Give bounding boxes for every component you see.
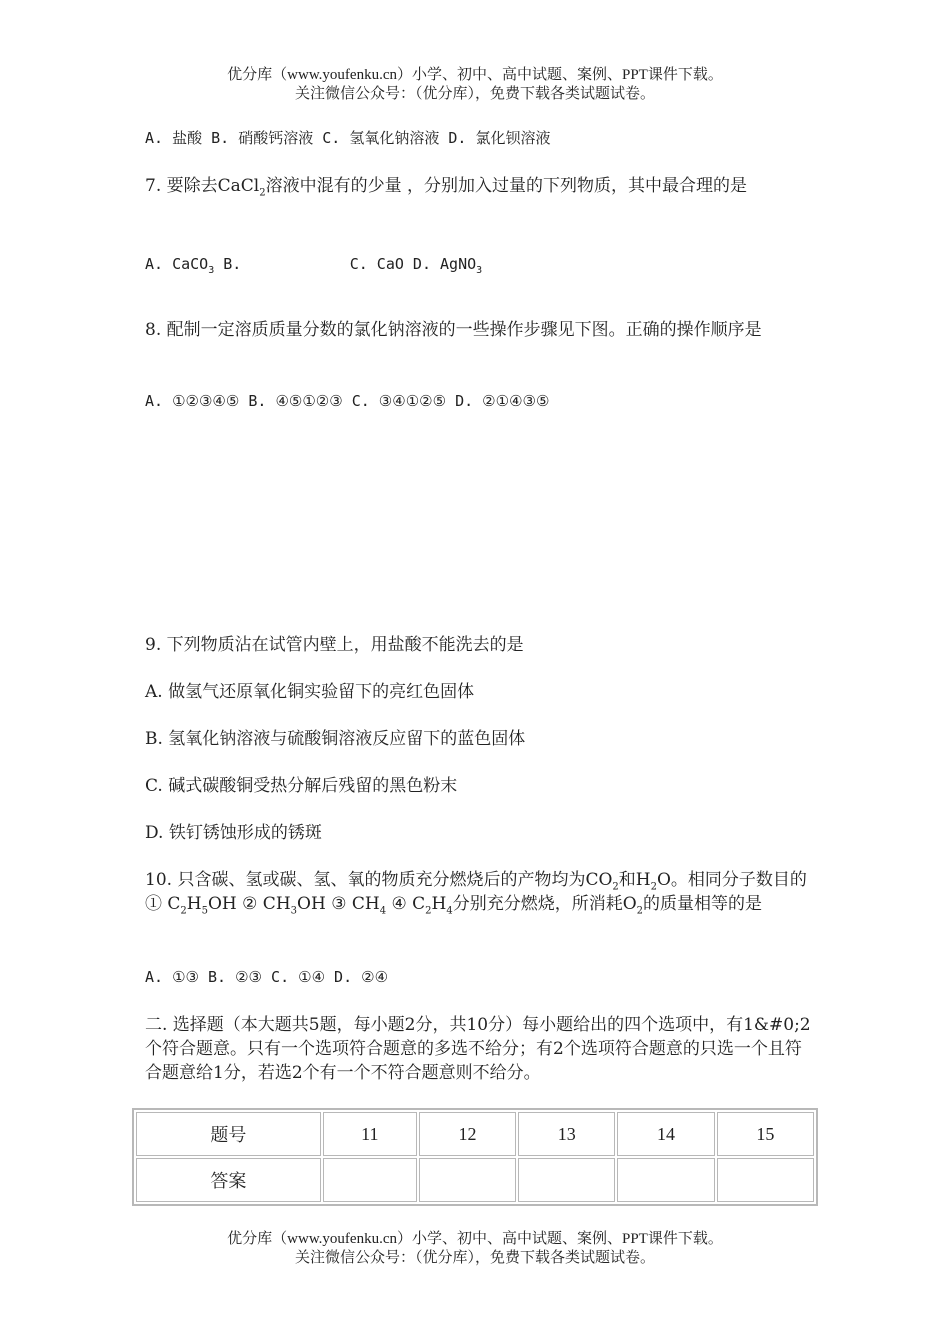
q10-t4: H [186,894,202,914]
q8-stem: 8. 配制一定溶质质量分数的氯化钠溶液的一些操作步骤见下图。正确的操作顺序是 [145,320,762,340]
table-cell: 15 [717,1112,814,1156]
q8-options: A. ①②③④⑤ B. ④⑤①②③ C. ③④①②⑤ D. ②①④③⑤ [145,392,550,410]
q7-options [145,252,815,276]
answer-cell[interactable] [518,1158,615,1202]
q10-sub: 3 [290,905,298,917]
answer-table [132,1108,818,1206]
q9-option-c: C. 碱式碳酸铜受热分解后残留的黑色粉末 [145,776,458,796]
answer-cell[interactable] [323,1158,417,1202]
q7-stem-a: 7. 要除去CaCl [145,176,260,196]
q10-t3: O。相同分子数目的 ① C [145,870,807,914]
answer-table-answer-row [136,1158,814,1202]
table-cell: 12 [419,1112,516,1156]
q9-option-a: A. 做氢气还原氧化铜实验留下的亮红色固体 [145,682,475,702]
q7-opt-b-sub: 3 [476,265,483,276]
q7-stem-b: 溶液中混有的少量 ，分别加入过量的下列物质，其中最合理的是 [265,176,747,196]
q7-opt-a: A. CaCO [145,255,209,273]
q10-t5: OH ② CH [208,894,291,914]
q10-t6: OH ③ CH [297,894,380,914]
q7-opt-b: B. C. CaO D. AgNO [214,255,477,273]
footer-line-1: 优分库（www.youfenku.cn）小学、初中、高中试题、案例、PPT课件下载。 [227,1231,723,1247]
q10-t7: ④ C [386,894,426,914]
header-line-1: 优分库（www.youfenku.cn）小学、初中、高中试题、案例、PPT课件下载。 [227,67,723,83]
page-footer [0,1230,950,1268]
q10-t8: H [431,894,447,914]
footer-line-2: 关注微信公众号：（优分库），免费下载各类试题试卷。 [294,1250,655,1266]
q10-sub: 2 [425,905,432,917]
header-line-2: 关注微信公众号：（优分库），免费下载各类试题试卷。 [294,86,655,102]
q10-sub: 2 [612,881,619,893]
q10-sub: 5 [201,905,208,917]
q10-options: A. ①③ B. ②③ C. ①④ D. ②④ [145,968,389,986]
q7-sub: 2 [259,187,266,199]
q9-stem: 9. 下列物质沾在试管内壁上，用盐酸不能洗去的是 [145,635,524,655]
q10-t1: 10. 只含碳、氢或碳、氢、氧的物质充分燃烧后的产物均为CO [145,870,613,890]
table-cell: 11 [323,1112,417,1156]
q10-sub: 4 [446,905,453,917]
section-2-instructions: 二. 选择题（本大题共5题，每小题2分，共10分）每小题给出的四个选项中，有1&#0;2个符合题意。只有一个选项符合题意的多选不给分；有2个选项符合题意的只选一个且符合题意给1分，若选2个有一个不符合题意则不给分。 [145,1015,811,1083]
q7-stem [145,174,815,198]
q10-sub: 2 [636,905,644,917]
q10-stem [145,868,815,916]
answer-cell[interactable] [717,1158,814,1202]
q6-options: A. 盐酸 B. 硝酸钙溶液 C. 氢氧化钠溶液 D. 氯化钡溶液 [145,129,551,147]
table-cell: 答案 [136,1158,321,1202]
q10-t2: 和H [618,870,651,890]
q10-sub: 4 [379,905,387,917]
q7-opt-a-sub: 3 [208,265,215,276]
q10-t10: 的质量相等的是 [643,894,763,914]
q10-sub: 2 [650,881,657,893]
q9-option-d: D. 铁钉锈蚀形成的锈斑 [145,823,322,843]
answer-cell[interactable] [419,1158,516,1202]
answer-cell[interactable] [617,1158,714,1202]
q9-option-b: B. 氢氧化钠溶液与硫酸铜溶液反应留下的蓝色固体 [145,729,526,749]
q10-sub: 2 [180,905,187,917]
table-cell: 14 [617,1112,714,1156]
q10-t9: 分别充分燃烧，所消耗O [452,894,637,914]
page-header-top [0,66,950,104]
table-cell: 题号 [136,1112,321,1156]
answer-table-header-row [136,1112,814,1156]
table-cell: 13 [518,1112,615,1156]
